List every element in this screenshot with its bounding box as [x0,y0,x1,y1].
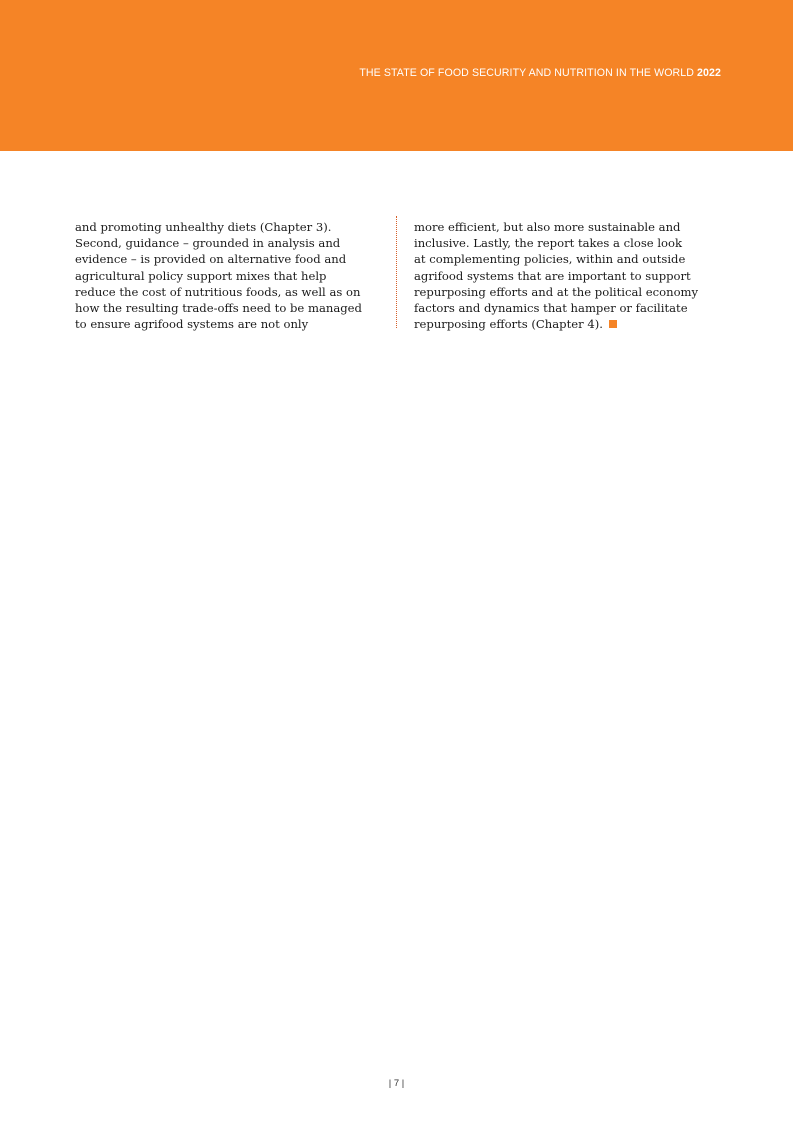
text-line-last [414,316,714,332]
text-line: evidence – is provided on alternative food and [75,252,347,267]
text-line: repurposing efforts and at the political economy [414,284,699,299]
text-line: factors and dynamics that hamper or facilitate [414,301,688,316]
report-year: 2022 [697,67,721,79]
column-divider [396,216,397,328]
text-line: how the resulting trade-offs need to be managed [75,301,362,316]
text-line: more efficient, but also more sustainable and [414,220,681,234]
report-title-text: THE STATE OF FOOD SECURITY AND NUTRITION IN THE WORLD [359,67,695,79]
page-number: | 7 | [388,1078,405,1089]
text-line: agrifood systems that are important to support [414,268,691,283]
text-line: inclusive. Lastly, the report takes a close look [414,236,683,251]
text-line: Second, guidance – grounded in analysis and [75,236,341,251]
text-line: reduce the cost of nutritious foods, as well as on [75,284,361,299]
report-title [359,67,721,79]
text-line: agricultural policy support mixes that help [75,268,327,283]
text-line-last-text: repurposing efforts (Chapter 4). [414,317,603,332]
body-column-right [414,219,714,332]
text-line: and promoting unhealthy diets (Chapter 3). [75,220,332,234]
header-band [0,0,793,151]
body-column-left [75,219,375,332]
text-line: at complementing policies, within and outside [414,252,686,267]
end-of-section-square-icon [609,320,617,328]
text-line: to ensure agrifood systems are not only [75,317,309,332]
